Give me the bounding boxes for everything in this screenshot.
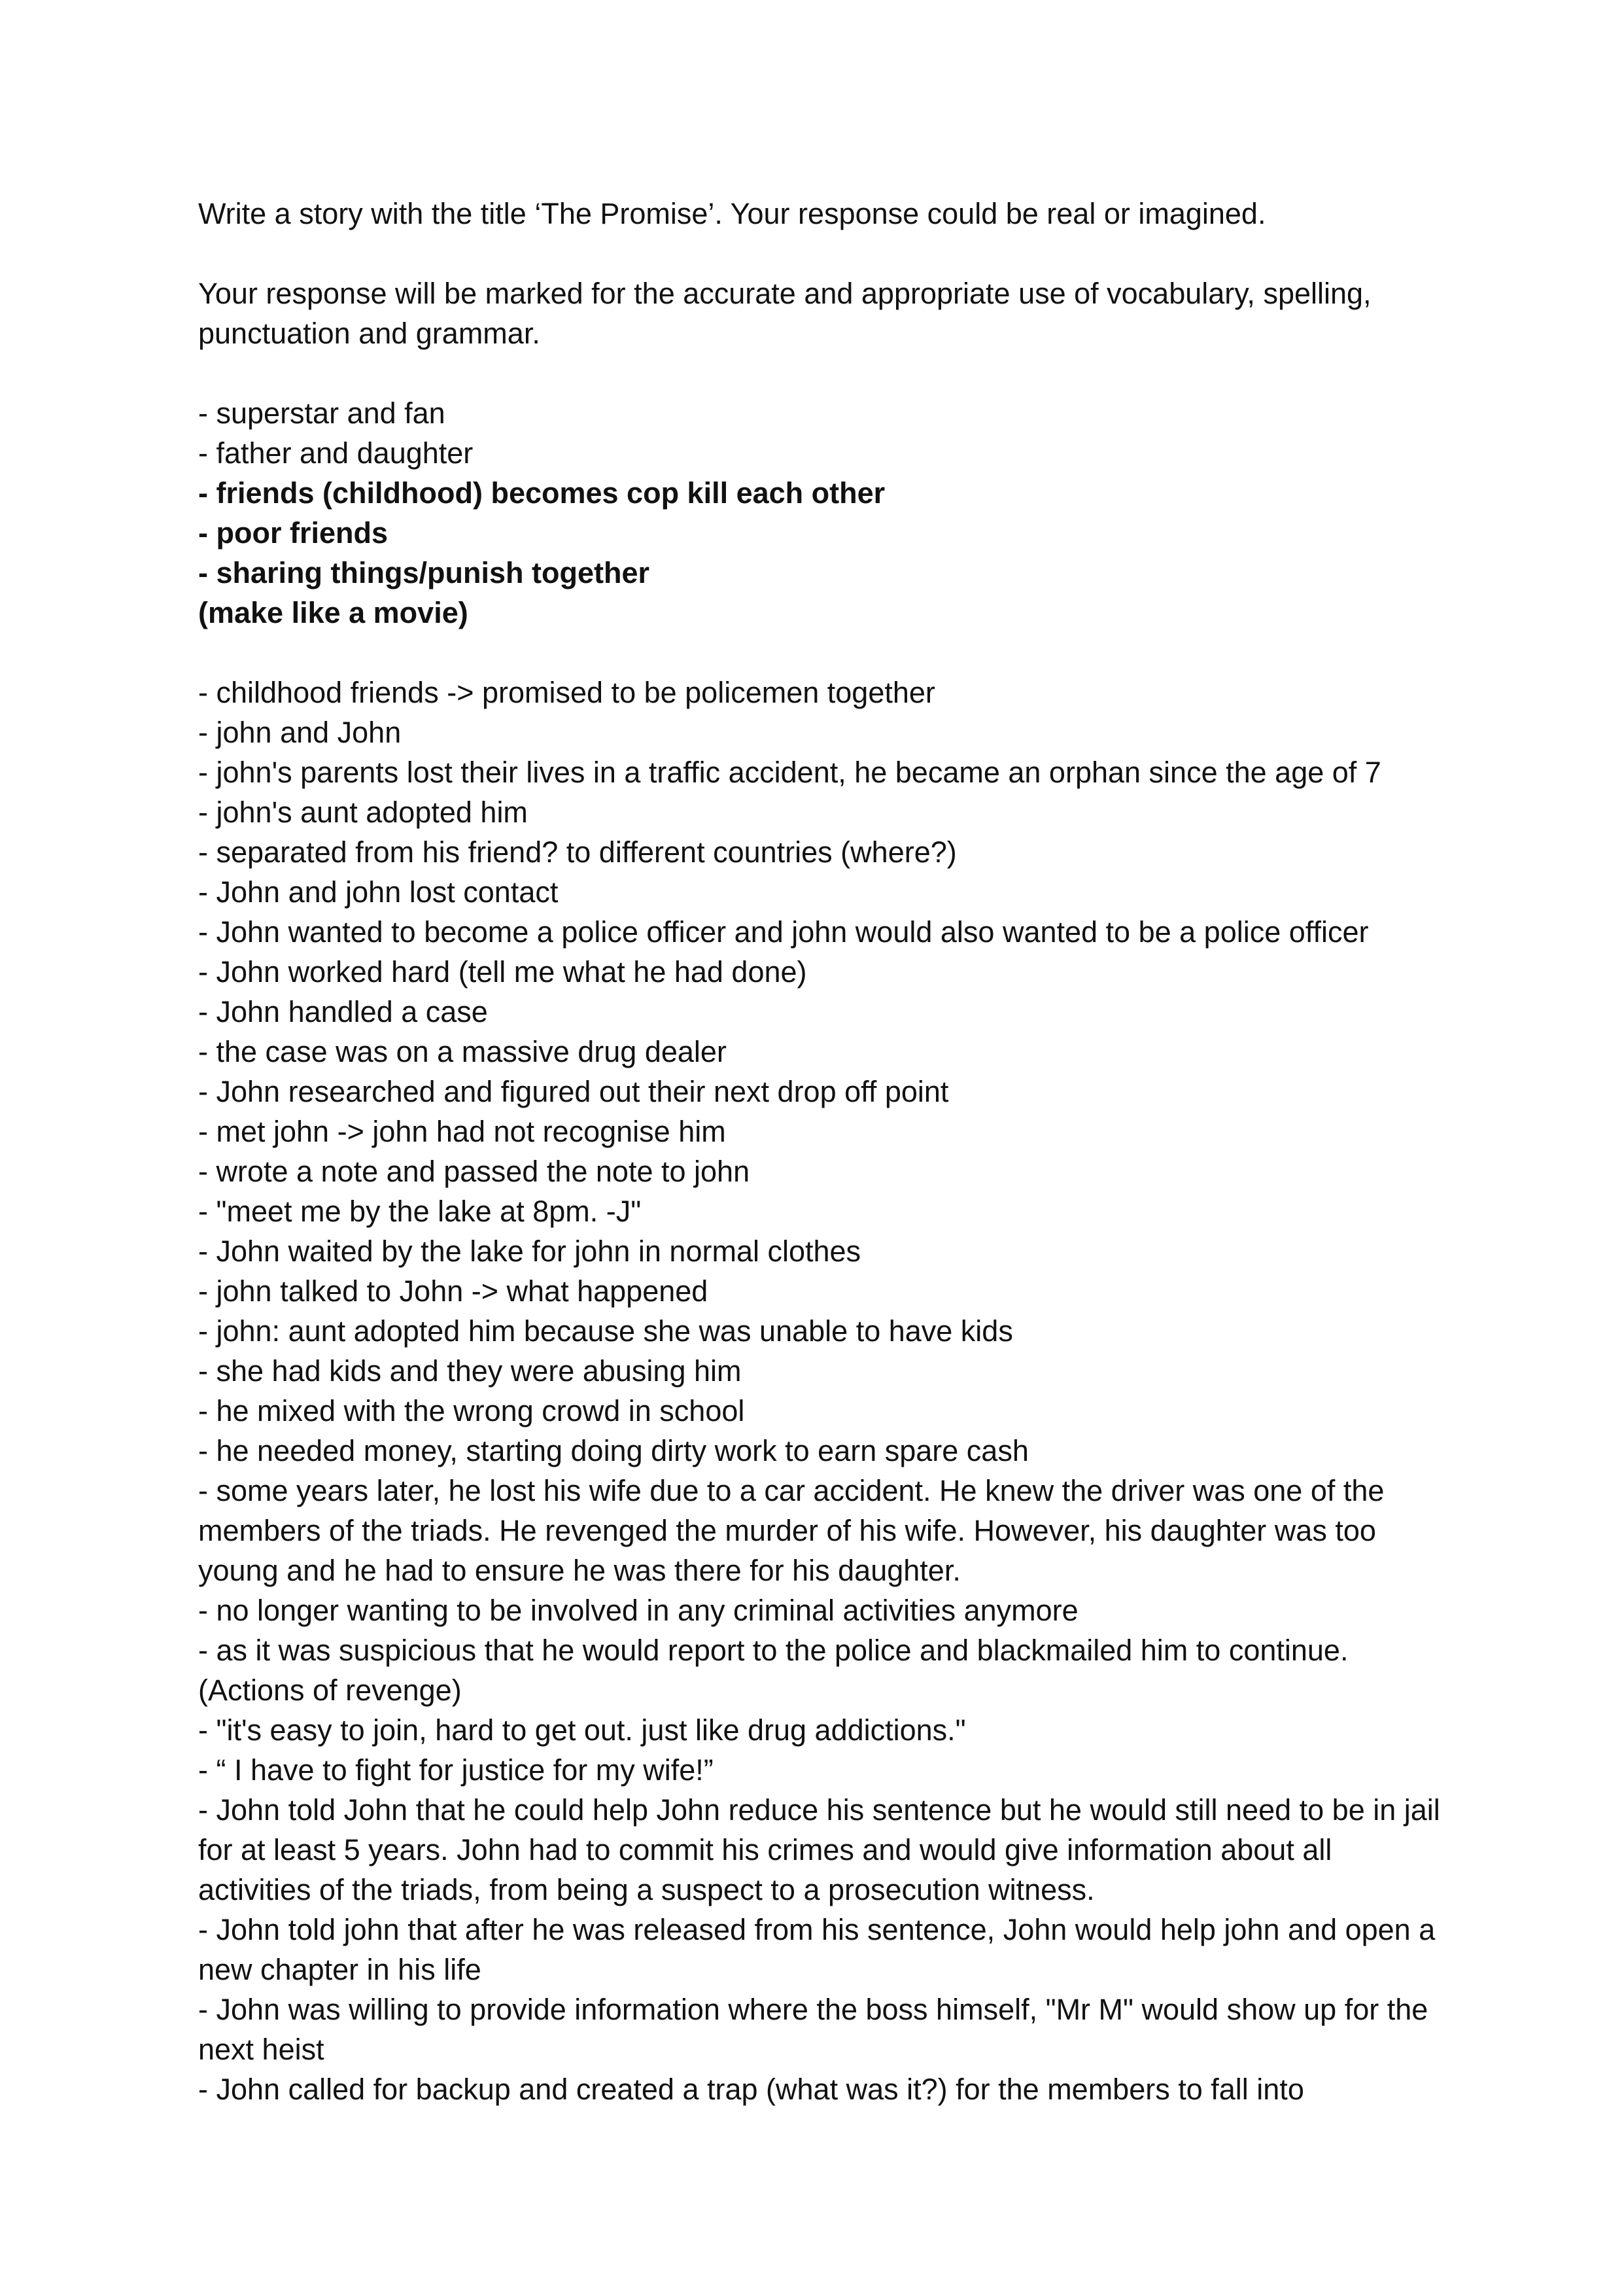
plan-item: - no longer wanting to be involved in any criminal activities anymore [198,1594,1079,1627]
plan-item: - john: aunt adopted him because she was unable to have kids [198,1314,1013,1348]
spacer [198,353,1441,393]
plan-item: - she had kids and they were abusing him [198,1354,742,1388]
idea-item-bold: - sharing things/punish together [198,556,649,589]
ideas-list [198,393,1441,633]
plan-item: - the case was on a massive drug dealer [198,1035,727,1068]
plan-item: - “ I have to fight for justice for my wife!” [198,1753,714,1787]
plan-item: - separated from his friend? to different countries (where?) [198,835,957,869]
plan-item: - john and John [198,716,402,749]
plan-item: - John researched and figured out their next drop off point [198,1075,949,1108]
plan-item: - john's parents lost their lives in a traffic accident, he became an orphan since the age of 7 [198,756,1381,789]
plan-item: - "meet me by the lake at 8pm. -J" [198,1195,642,1228]
spacer [198,633,1441,673]
plan-item: - John called for backup and created a trap (what was it?) for the members to fall into [198,2073,1304,2106]
plan-item: - wrote a note and passed the note to john [198,1155,750,1188]
idea-item-bold: - poor friends [198,516,388,550]
plan-item: - John waited by the lake for john in normal clothes [198,1235,861,1268]
plan-item: - John handled a case [198,995,488,1028]
plan-item: - as it was suspicious that he would report to the police and blackmailed him to continue. (Actions of revenge) [198,1634,1349,1707]
document-body [198,194,1441,2109]
plan-item: - "it's easy to join, hard to get out. just like drug addictions." [198,1713,966,1747]
plan-item: - he mixed with the wrong crowd in school [198,1394,745,1428]
prompt-task: Write a story with the title ‘The Promise’. Your response could be real or imagined. [198,197,1266,230]
plan-item: - John and john lost contact [198,875,559,909]
plan-item: - john's aunt adopted him [198,796,528,829]
plan-item: - childhood friends -> promised to be policemen together [198,676,935,709]
idea-item-bold: - friends (childhood) becomes cop kill each other [198,476,886,510]
spacer [198,234,1441,273]
idea-item: - father and daughter [198,436,474,470]
plan-item: - he needed money, starting doing dirty work to earn spare cash [198,1434,1029,1467]
plan-item: - John wanted to become a police officer and john would also wanted to be a police officer [198,915,1369,949]
plan-item: - met john -> john had not recognise him [198,1115,726,1148]
plan-item: - john talked to John -> what happened [198,1274,708,1308]
prompt-marking: Your response will be marked for the accurate and appropriate use of vocabulary, spelling, punctuation and grammar. [198,277,1372,350]
story-plan-list [198,673,1441,2109]
plan-item: - John was willing to provide information where the boss himself, "Mr M" would show up for the next heist [198,1993,1428,2066]
idea-item: - superstar and fan [198,396,445,430]
plan-item: - John told John that he could help John reduce his sentence but he would still need to be in jail for at least 5 years. John had to commit his crimes and would give information about all activities of the triads, from being a suspect to a prosecution witness. [198,1793,1440,1906]
idea-item-bold: (make like a movie) [198,596,468,629]
plan-item: - some years later, he lost his wife due to a car accident. He knew the driver was one of the members of the triads. He revenged the murder of his wife. However, his daughter was too young and he had to ensure he was there for his daughter. [198,1474,1385,1587]
plan-item: - John told john that after he was released from his sentence, John would help john and open a new chapter in his life [198,1913,1436,1986]
plan-item: - John worked hard (tell me what he had done) [198,955,807,989]
